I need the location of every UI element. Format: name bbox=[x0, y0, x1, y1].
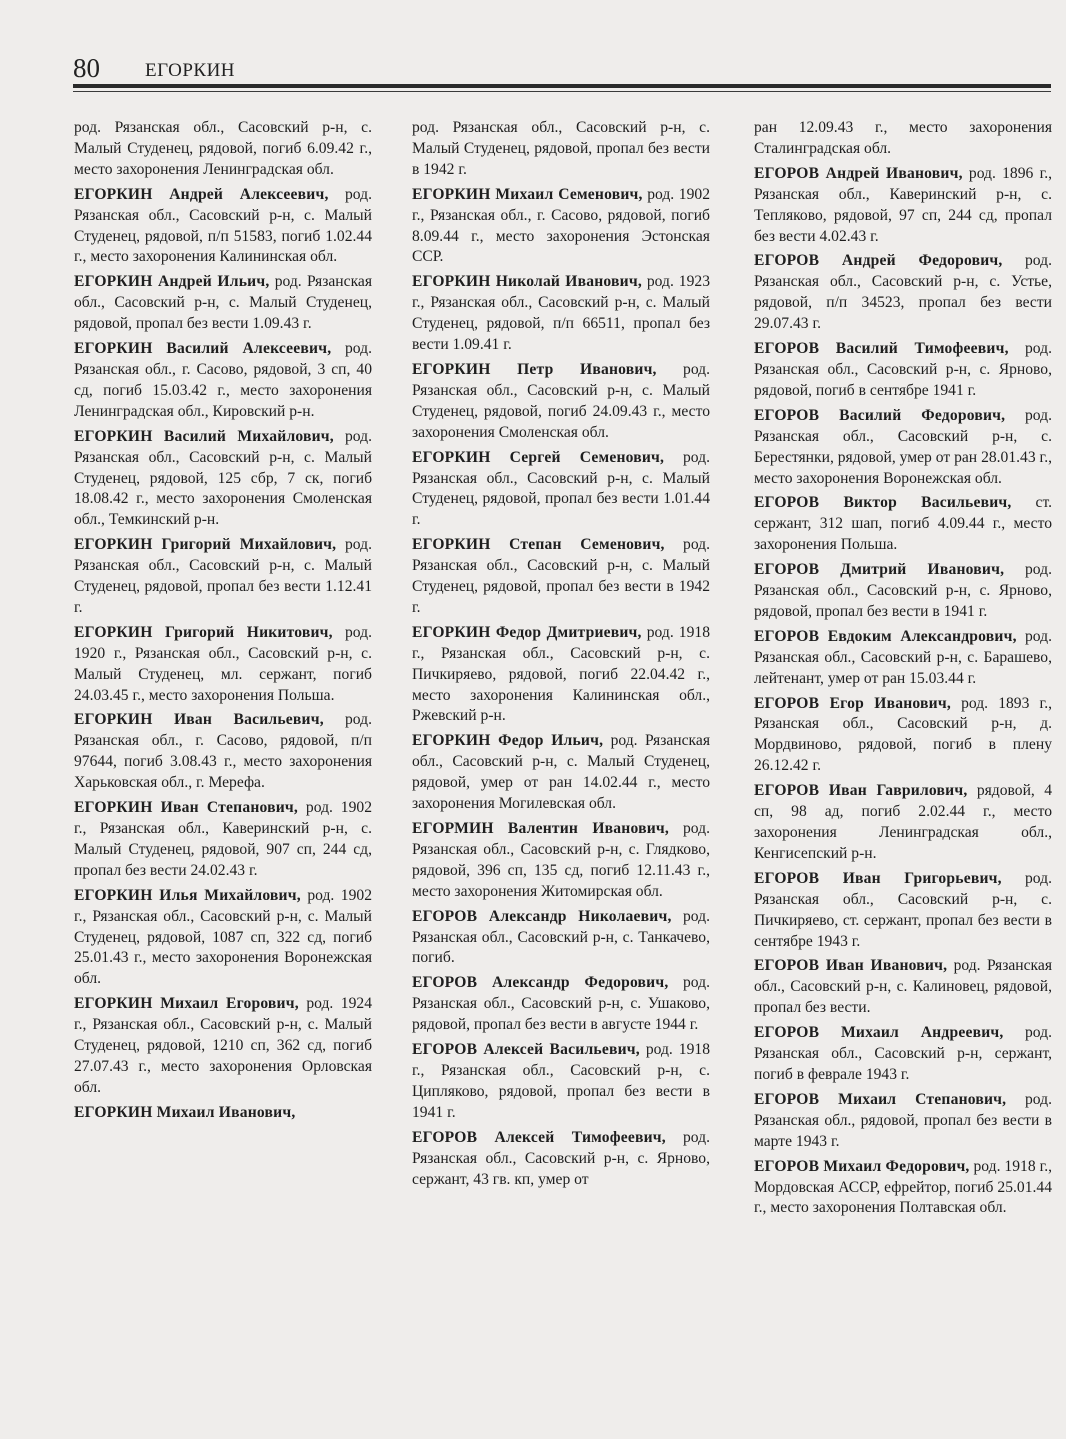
dictionary-entry bbox=[754, 406, 1052, 490]
dictionary-entry bbox=[412, 272, 710, 356]
entry-name: ЕГОРКИН Михаил Иванович, bbox=[74, 1103, 296, 1121]
entry-name: ЕГОРКИН Василий Михайлович, bbox=[74, 427, 334, 445]
running-head: ЕГОРКИН bbox=[145, 60, 236, 81]
entry-text: род. Рязанская обл., Сасовский р-н, с. Ярново, рядовой, погиб в сентябре 1941 г. bbox=[754, 340, 1052, 399]
dictionary-entry bbox=[754, 493, 1052, 556]
entry-text: род. Рязанская обл., Сасовский р-н, с. Малый Студенец, рядовой, пропал без вести 1.09.43 г. bbox=[74, 273, 373, 333]
entry-text: род. Рязанская обл., Сасовский р-н, с. Пичкиряево, ст. сержант, пропал без вести в сентябре 1943 г. bbox=[754, 869, 1052, 950]
entry-name: ЕГОРКИН Андрей Ильич, bbox=[74, 273, 270, 291]
entry-text: род. Рязанская обл., Сасовский р-н, с. Ушаково, рядовой, пропал без вести в августе 1944 г. bbox=[412, 974, 710, 1034]
entry-name: ЕГОРКИН Петр Иванович, bbox=[412, 360, 657, 378]
entry-name: ЕГОРОВ Александр Федорович, bbox=[412, 974, 669, 992]
entry-text: род. 1918 г., Рязанская обл., Сасовский р-н, с. Ципляково, рядовой, пропал без вести в 1941 г. bbox=[412, 1041, 710, 1121]
dictionary-entry bbox=[74, 272, 372, 335]
entry-text: род. Рязанская обл., Сасовский р-н, с. Глядково, рядовой, 396 сп, 135 сд, погиб 12.11.43 г., место захоронения Житомирская обл. bbox=[412, 820, 710, 900]
entry-text: род. 1920 г., Рязанская обл., Сасовский р-н, с. Малый Студенец, мл. сержант, погиб 24.03.45 г., место захоронения Польша. bbox=[74, 623, 372, 704]
entry-name: ЕГОРКИН Николай Иванович, bbox=[412, 273, 642, 291]
entry-text: род. Рязанская обл., Сасовский р-н, с. Ярново, сержант, 43 гв. кп, умер от bbox=[412, 1128, 710, 1188]
dictionary-entry bbox=[74, 185, 372, 269]
column-1 bbox=[74, 118, 372, 1128]
entry-text: род. Рязанская обл., Сасовский р-н, сержант, погиб в феврале 1943 г. bbox=[754, 1024, 1052, 1083]
entry-name: ЕГОРКИН Степан Семенович, bbox=[412, 536, 665, 554]
entry-text: род. Рязанская обл., Сасовский р-н, с. Малый Студенец, рядовой, погиб 24.09.43 г., место захоронения Смоленская обл. bbox=[412, 360, 710, 441]
dictionary-entry bbox=[754, 118, 1052, 160]
entry-name: ЕГОРОВ Виктор Васильевич, bbox=[754, 494, 1012, 512]
entry-name: ЕГОРКИН Федор Дмитриевич, bbox=[412, 623, 642, 641]
dictionary-entry bbox=[74, 118, 372, 181]
entry-text: род. 1918 г., Рязанская обл., Сасовский р-н, с. Пичкиряево, рядовой, погиб 22.04.42 г., место захоронения Калининская обл., Ржевский р-н. bbox=[412, 623, 710, 725]
entry-name: ЕГОРКИН Федор Ильич, bbox=[412, 732, 604, 750]
dictionary-entry bbox=[74, 798, 372, 882]
entry-name: ЕГОРОВ Иван Григорьевич, bbox=[754, 869, 1002, 887]
entry-name: ЕГОРОВ Михаил Федорович, bbox=[754, 1157, 970, 1175]
entry-text: род. Рязанская обл., Сасовский р-н, с. Малый Студенец, рядовой, п/п 51583, погиб 1.02.44 г., место захоронения Калининская обл. bbox=[74, 185, 372, 266]
dictionary-entry bbox=[412, 448, 710, 532]
dictionary-entry bbox=[412, 623, 710, 728]
entry-text: род. 1902 г., Рязанская обл., Каверинский р-н, с. Малый Студенец, рядовой, 907 сп, 244 сд, пропал без вести 24.02.43 г. bbox=[74, 799, 372, 879]
entry-name: ЕГОРКИН Михаил Семенович, bbox=[412, 185, 643, 203]
dictionary-entry bbox=[74, 1103, 372, 1124]
entry-text: рядовой, 4 сп, 98 ад, погиб 2.02.44 г., место захоронения Ленинградская обл., Кенгисепский р-н. bbox=[754, 782, 1052, 862]
dictionary-entry bbox=[754, 781, 1052, 865]
entry-name: ЕГОРОВ Алексей Васильевич, bbox=[412, 1041, 640, 1059]
dictionary-entry bbox=[754, 956, 1052, 1019]
entry-text: род. Рязанская обл., Сасовский р-н, с. Устье, рядовой, п/п 34523, пропал без вести 29.07.43 г. bbox=[754, 252, 1052, 333]
dictionary-entry bbox=[754, 1090, 1052, 1153]
dictionary-entry bbox=[412, 360, 710, 444]
entry-text: род. Рязанская обл., Сасовский р-н, с. Малый Студенец, рядовой, пропал без вести 1.01.44 г. bbox=[412, 448, 710, 529]
dictionary-entry bbox=[754, 164, 1052, 248]
entry-name: ЕГОРОВ Иван Иванович, bbox=[754, 957, 948, 975]
entry-name: ЕГОРОВ Андрей Иванович, bbox=[754, 164, 963, 182]
dictionary-entry bbox=[754, 339, 1052, 402]
dictionary-entry bbox=[412, 118, 710, 181]
entry-name: ЕГОРОВ Евдоким Александрович, bbox=[754, 627, 1017, 645]
entry-name: ЕГОРКИН Андрей Алексеевич, bbox=[74, 185, 329, 203]
entry-text: род. Рязанская обл., Сасовский р-н, с. Малый Студенец, рядовой, погиб 6.09.42 г., место захоронения Ленинградская обл. bbox=[74, 119, 372, 178]
entry-text: род. Рязанская обл., рядовой, пропал без вести в марте 1943 г. bbox=[754, 1090, 1052, 1150]
dictionary-entry bbox=[412, 819, 710, 903]
dictionary-entry bbox=[74, 535, 372, 619]
entry-name: ЕГОРОВ Александр Николаевич, bbox=[412, 907, 672, 925]
entry-text: род. Рязанская обл., Сасовский р-н, с. Берестянки, рядовой, умер от ран 28.01.43 г., место захоронения Воронежская обл. bbox=[754, 406, 1052, 487]
dictionary-entry bbox=[74, 710, 372, 794]
entry-text: ран 12.09.43 г., место захоронения Сталинградская обл. bbox=[754, 119, 1052, 157]
dictionary-entry bbox=[754, 560, 1052, 623]
entry-text: род. 1924 г., Рязанская обл., Сасовский р-н, с. Малый Студенец, рядовой, 1210 сп, 362 сд, погиб 27.07.43 г., место захоронения Орловская обл. bbox=[74, 995, 372, 1096]
dictionary-entry bbox=[412, 731, 710, 815]
entry-text: род. Рязанская обл., Сасовский р-н, с. Малый Студенец, рядовой, пропал без вести в 1942 г. bbox=[412, 536, 710, 616]
entry-text: род. Рязанская обл., Сасовский р-н, с. Малый Студенец, рядовой, пропал без вести 1.12.41 г. bbox=[74, 536, 372, 616]
entry-text: род. Рязанская обл., Сасовский р-н, с. Ярново, рядовой, пропал без вести в 1941 г. bbox=[754, 561, 1052, 620]
dictionary-entry bbox=[754, 1157, 1052, 1220]
dictionary-entry bbox=[412, 1128, 710, 1191]
dictionary-entry bbox=[754, 694, 1052, 778]
entry-name: ЕГОРОВ Алексей Тимофеевич, bbox=[412, 1128, 666, 1146]
entry-text: род. Рязанская обл., Сасовский р-н, с. Малый Студенец, рядовой, пропал без вести в 1942 г. bbox=[412, 119, 710, 178]
entry-name: ЕГОРКИН Иван Васильевич, bbox=[74, 711, 324, 729]
entry-name: ЕГОРКИН Михаил Егорович, bbox=[74, 995, 299, 1013]
entry-text: род. Рязанская обл., Сасовский р-н, с. Малый Студенец, рядовой, 125 сбр, 7 ск, погиб 18.08.42 г., место захоронения Смоленская обл., Темкинский р-н. bbox=[74, 427, 372, 529]
entry-name: ЕГОРОВ Иван Гаврилович, bbox=[754, 782, 968, 800]
page-number: 80 bbox=[73, 53, 100, 83]
dictionary-entry bbox=[754, 1023, 1052, 1086]
entry-name: ЕГОРОВ Василий Федорович, bbox=[754, 406, 1006, 424]
entry-text: род. Рязанская обл., Сасовский р-н, с. Танкачево, погиб. bbox=[412, 907, 710, 967]
header-rule-thick bbox=[73, 84, 1051, 88]
entry-text: род. 1893 г., Рязанская обл., Сасовский р-н, д. Мордвиново, рядовой, погиб в плену 26.12.42 г. bbox=[754, 694, 1052, 775]
entry-text: род. Рязанская обл., Сасовский р-н, с. Барашево, лейтенант, умер от ран 15.03.44 г. bbox=[754, 627, 1052, 687]
entry-name: ЕГОРКИН Григорий Никитович, bbox=[74, 623, 333, 641]
dictionary-entry bbox=[74, 623, 372, 707]
entry-name: ЕГОРКИН Григорий Михайлович, bbox=[74, 536, 337, 554]
dictionary-entry bbox=[754, 251, 1052, 335]
dictionary-entry bbox=[74, 886, 372, 991]
entry-name: ЕГОРОВ Михаил Степанович, bbox=[754, 1090, 1007, 1108]
column-3 bbox=[754, 118, 1052, 1223]
entry-text: род. 1902 г., Рязанская обл., Сасовский р-н, с. Малый Студенец, рядовой, 1087 сп, 322 сд, погиб 25.01.43 г., место захоронения Воронежская обл. bbox=[74, 886, 372, 988]
entry-text: ст. сержант, 312 шап, погиб 4.09.44 г., место захоронения Польша. bbox=[754, 494, 1052, 554]
entry-text: род. 1923 г., Рязанская обл., Сасовский р-н, с. Малый Студенец, рядовой, п/п 66511, пропал без вести 1.09.41 г. bbox=[412, 273, 710, 354]
entry-name: ЕГОРКИН Иван Степанович, bbox=[74, 799, 299, 817]
dictionary-entry bbox=[74, 339, 372, 423]
dictionary-entry bbox=[412, 973, 710, 1036]
dictionary-entry bbox=[412, 185, 710, 269]
entry-name: ЕГОРКИН Илья Михайлович, bbox=[74, 886, 301, 904]
entry-text: род. 1902 г., Рязанская обл., г. Сасово, рядовой, погиб 8.09.44 г., место захоронения Эстонская ССР. bbox=[412, 185, 710, 266]
header-rule-thin bbox=[73, 91, 1051, 92]
dictionary-entry bbox=[412, 535, 710, 619]
dictionary-entry bbox=[412, 907, 710, 970]
entry-name: ЕГОРКИН Василий Алексеевич, bbox=[74, 340, 332, 358]
entry-text: род. Рязанская обл., Сасовский р-н, с. Калиновец, рядовой, пропал без вести. bbox=[754, 957, 1052, 1017]
entry-name: ЕГОРОВ Андрей Федорович, bbox=[754, 252, 1003, 270]
entry-text: род. Рязанская обл., Сасовский р-н, с. Малый Студенец, рядовой, умер от ран 14.02.44 г., место захоронения Могилевская обл. bbox=[412, 732, 710, 813]
entry-name: ЕГОРОВ Михаил Андреевич, bbox=[754, 1024, 1004, 1042]
entry-name: ЕГОРОВ Егор Иванович, bbox=[754, 694, 951, 712]
entry-name: ЕГОРКИН Сергей Семенович, bbox=[412, 448, 665, 466]
entry-name: ЕГОРОВ Дмитрий Иванович, bbox=[754, 561, 1005, 579]
column-2 bbox=[412, 118, 710, 1194]
dictionary-entry bbox=[74, 994, 372, 1099]
entry-name: ЕГОРМИН Валентин Иванович, bbox=[412, 820, 669, 837]
dictionary-entry bbox=[754, 627, 1052, 690]
entry-text: род. 1896 г., Рязанская обл., Каверинский р-н, с. Тепляково, рядовой, 97 сп, 244 сд, пропал без вести 4.02.43 г. bbox=[754, 164, 1052, 245]
entry-text: род. Рязанская обл., г. Сасово, рядовой, 3 сп, 40 сд, погиб 15.03.42 г., место захоронения Ленинградская обл., Кировский р-н. bbox=[74, 340, 372, 420]
entry-name: ЕГОРОВ Василий Тимофеевич, bbox=[754, 340, 1009, 358]
entry-text: род. Рязанская обл., г. Сасово, рядовой, п/п 97644, погиб 3.08.43 г., место захоронения Харьковская обл., г. Мерефа. bbox=[74, 711, 372, 792]
dictionary-entry bbox=[74, 427, 372, 532]
dictionary-entry bbox=[412, 1040, 710, 1124]
entry-text: род. 1918 г., Мордовская АССР, ефрейтор, погиб 25.01.44 г., место захоронения Полтавская обл. bbox=[754, 1157, 1053, 1217]
page-header bbox=[73, 52, 1051, 84]
dictionary-entry bbox=[754, 869, 1052, 953]
